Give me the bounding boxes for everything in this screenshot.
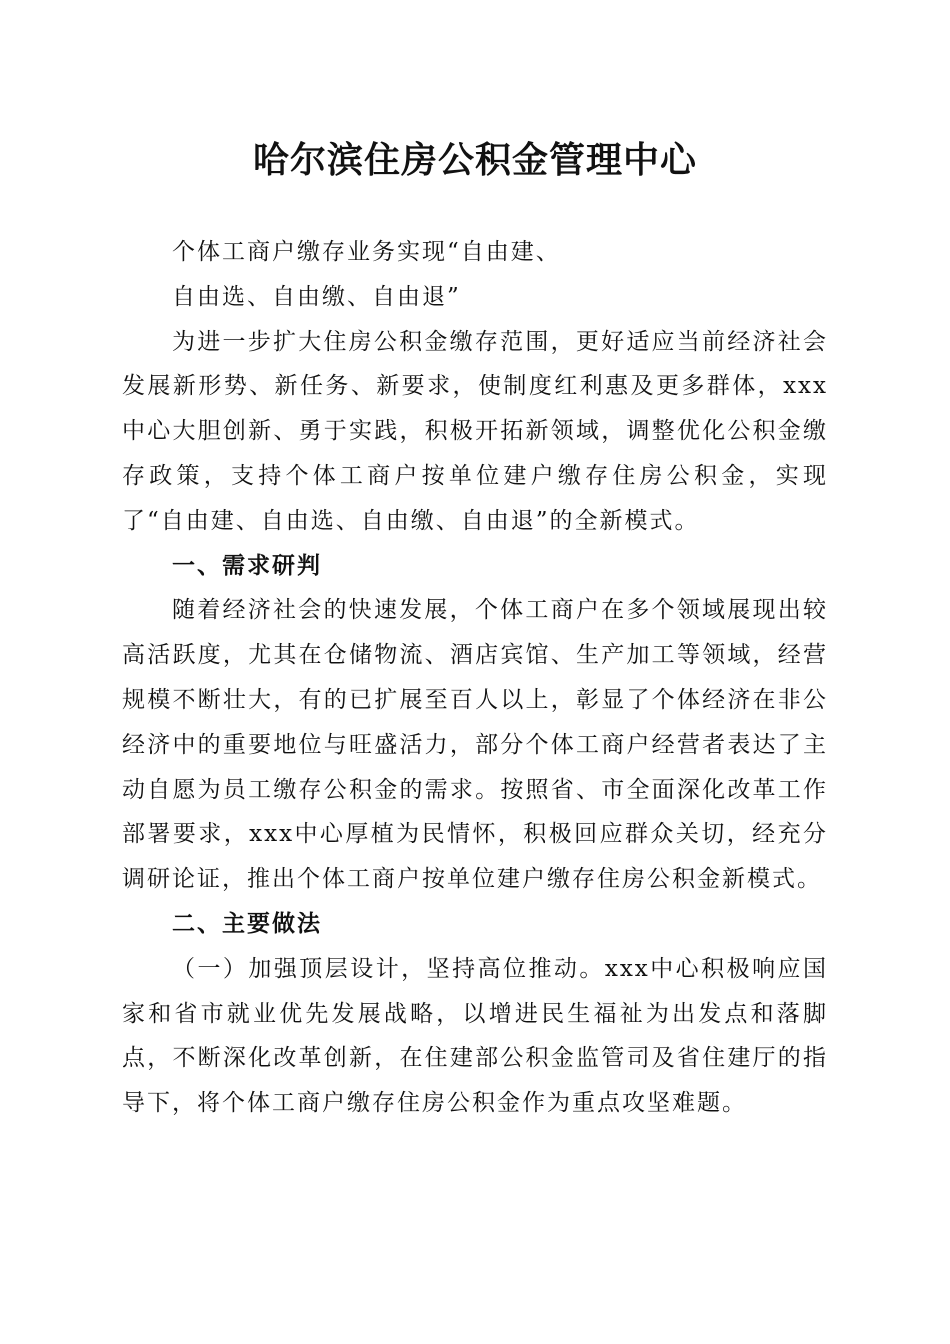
section-2-heading: 二、主要做法: [172, 910, 322, 937]
section-2-paragraph: （一）加强顶层设计，坚持高位推动。xxx中心积极响应国家和省市就业优先发展战略，以增进民生福祉为出发点和落脚点，不断深化改革创新，在住建部公积金监管司及省住建厅的指导下，将个体工商户缴存住房公积金作为重点攻坚难题。: [122, 955, 828, 1117]
section-1-paragraph: 随着经济社会的快速发展，个体工商户在多个领域展现出较高活跃度，尤其在仓储物流、酒店宾馆、生产加工等领域，经营规模不断壮大，有的已扩展至百人以上，彰显了个体经济在非公经济中的重要地位与旺盛活力，部分个体工商户经营者表达了主动自愿为员工缴存公积金的需求。按照省、市全面深化改革工作部署要求，xxx中心厚植为民情怀，积极回应群众关切，经充分调研论证，推出个体工商户按单位建户缴存住房公积金新模式。: [122, 597, 828, 893]
section-1-heading: 一、需求研判: [172, 552, 322, 579]
document-body: [122, 230, 828, 1126]
subtitle-line-2: 自由选、自由缴、自由退”: [172, 283, 461, 310]
subtitle-line-1: 个体工商户缴存业务实现“自由建、: [172, 239, 561, 265]
document-title: 哈尔滨住房公积金管理中心: [252, 139, 697, 181]
intro-paragraph: 为进一步扩大住房公积金缴存范围，更好适应当前经济社会发展新形势、新任务、新要求，使制度红利惠及更多群体，xxx中心大胆创新、勇于实践，积极开拓新领域，调整优化公积金缴存政策，支持个体工商户按单位建户缴存住房公积金，实现了“自由建、自由选、自由缴、自由退”的全新模式。: [122, 328, 828, 534]
